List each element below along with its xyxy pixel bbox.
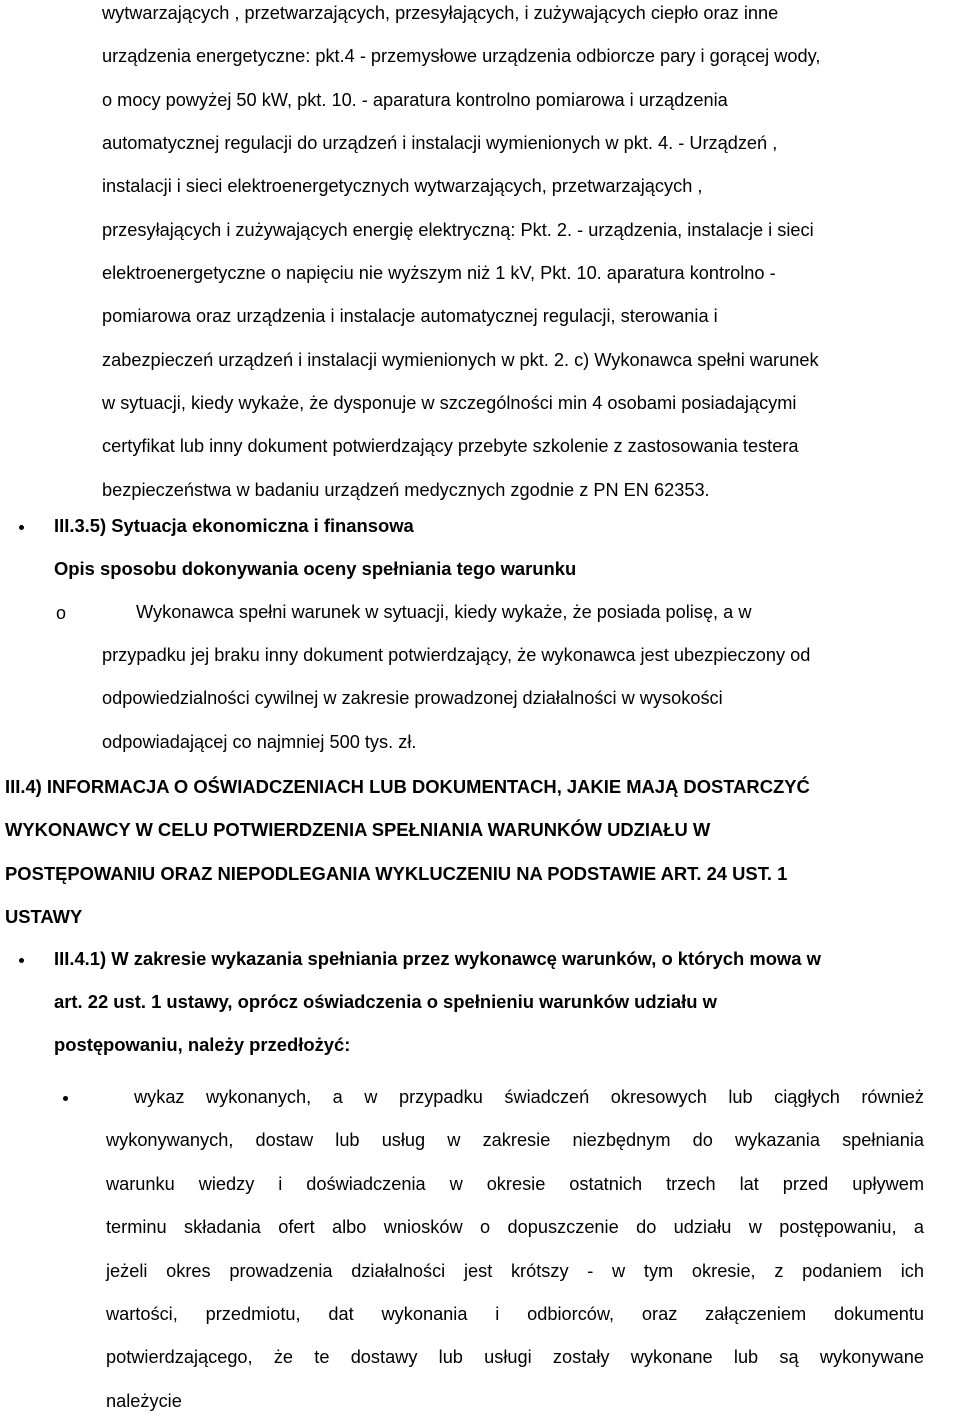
text-line: w sytuacji, kiedy wykaże, że dysponuje w szczególności min 4 osobami posiadającymi [102,393,797,414]
paragraph-economic-condition [102,591,942,764]
text-line: zabezpieczeń urządzeń i instalacji wymienionych w pkt. 2. c) Wykonawca spełni warunek [102,349,819,370]
text-line: warunku wiedzy i doświadczenia w okresie ostatnich trzech lat przed upływem [106,1173,924,1194]
list-item-work-record [106,1076,924,1423]
section-heading-III-4-1 [54,937,960,1066]
text-line: USTAWY [5,905,83,927]
bullet-icon [19,525,24,530]
list-marker-circle: o [56,603,67,623]
text-line: elektroenergetyczne o napięciu nie wyższym niż 1 kV, Pkt. 10. aparatura kontrolno - [102,263,776,284]
text-line: przesyłających i zużywających energię elektryczną: Pkt. 2. - urządzenia, instalacje i sieci [102,219,814,240]
text-line: wykonywanych, dostaw lub usług w zakresie niezbędnym do wykazania spełniania [106,1130,924,1151]
paragraph-requirements [102,0,952,512]
text-line: wartości, przedmiotu, dat wykonania i odbiorców, oraz załączeniem dokumentu [106,1304,924,1325]
text-line: należycie [106,1390,182,1411]
bullet-icon [63,1096,68,1101]
text-line: urządzenia energetyczne: pkt.4 - przemysłowe urządzenia odbiorcze pary i gorącej wody, [102,46,821,67]
text-line: potwierdzającego, że te dostawy lub usługi zostały wykonane lub są wykonywane [106,1347,924,1368]
text-line: Wykonawca spełni warunek w sytuacji, kiedy wykaże, że posiada polisę, a w [136,602,752,622]
text-line: III.4) INFORMACJA O OŚWIADCZENIACH LUB DOKUMENTACH, JAKIE MAJĄ DOSTARCZYĆ [5,776,810,797]
text-line: terminu składania ofert albo wniosków o dopuszczenie do udziału w postępowaniu, a [106,1217,924,1238]
text-line: automatycznej regulacji do urządzeń i instalacji wymienionych w pkt. 4. - Urządzeń , [102,133,778,154]
text-line: o mocy powyżej 50 kW, pkt. 10. - aparatura kontrolno pomiarowa i urządzenia [102,89,728,110]
text-line: art. 22 ust. 1 ustawy, oprócz oświadczenia o spełnieniu warunków udziału w [54,991,717,1013]
section-heading-III-4 [5,765,955,938]
text-line: jeżeli okres prowadzenia działalności jest krótszy - w tym okresie, z podaniem ich [106,1260,924,1281]
text-line: odpowiedzialności cywilnej w zakresie prowadzonej działalności w wysokości [102,688,723,709]
text-line: pomiarowa oraz urządzenia i instalacje automatycznej regulacji, sterowania i [102,306,718,327]
text-line: certyfikat lub inny dokument potwierdzający przebyte szkolenie z zastosowania testera [102,436,799,457]
text-line: wytwarzających , przetwarzających, przesyłających, i zużywających ciepło oraz inne [102,3,779,23]
bullet-icon [19,958,24,963]
text-line: wykaz wykonanych, a w przypadku świadczeń okresowych lub ciągłych również [134,1087,924,1107]
section-subheading: Opis sposobu dokonywania oceny spełniania tego warunku [54,558,577,579]
text-line: instalacji i sieci elektroenergetycznych wytwarzających, przetwarzających , [102,176,703,197]
text-line: odpowiadającej co najmniej 500 tys. zł. [102,731,417,752]
text-line: III.4.1) W zakresie wykazania spełniania przez wykonawcę warunków, o których mowa w [54,948,821,969]
text-line: bezpieczeństwa w badaniu urządzeń medycznych zgodnie z PN EN 62353. [102,479,710,500]
text-line: POSTĘPOWANIU ORAZ NIEPODLEGANIA WYKLUCZENIU NA PODSTAWIE ART. 24 UST. 1 [5,862,788,884]
text-line: postępowaniu, należy przedłożyć: [54,1034,351,1056]
text-line: przypadku jej braku inny dokument potwierdzający, że wykonawca jest ubezpieczony od [102,645,811,666]
text-line: WYKONAWCY W CELU POTWIERDZENIA SPEŁNIANIA WARUNKÓW UDZIAŁU W [5,819,711,841]
section-heading-III-3-5: III.3.5) Sytuacja ekonomiczna i finansowa [54,515,414,536]
